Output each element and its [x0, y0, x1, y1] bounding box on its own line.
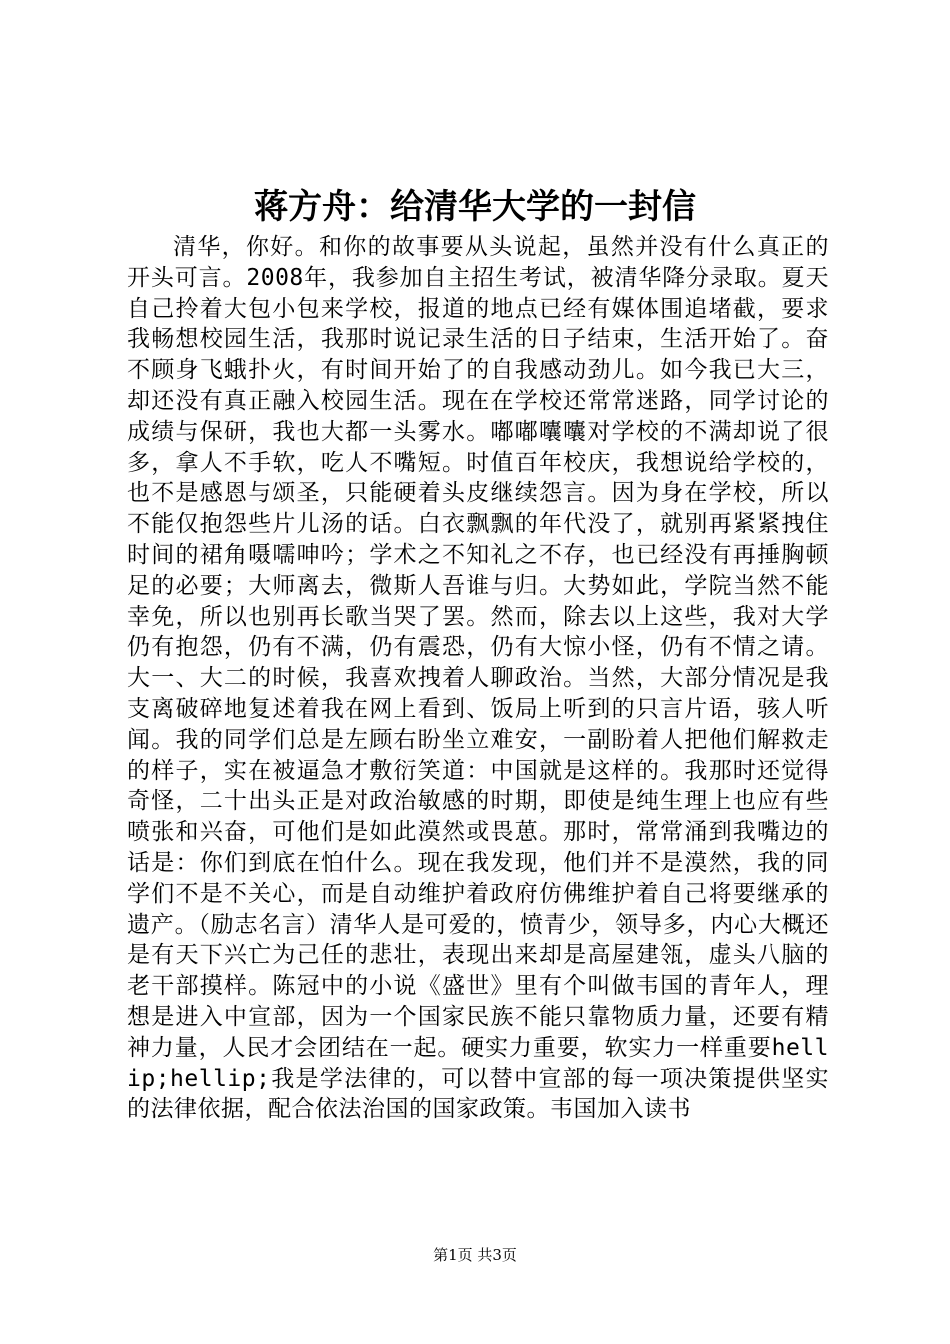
- page-title: 蒋方舟：给清华大学的一封信: [254, 187, 696, 227]
- page-number-footer: 第1页 共3页: [433, 1246, 517, 1264]
- letter-body-paragraph: 清华，你好。和你的故事要从头说起，虽然并没有什么真正的开头可言。2008年，我参加自主招生考试，被清华降分录取。夏天自己拎着大包小包来学校，报道的地点已经有媒体围追堵截，要求我畅想校园生活，我那时说记录生活的日子结束，生活开始了。奋不顾身飞蛾扑火，有时间开始了的自我感动劲儿。如今我已大三，却还没有真正融入校园生活。现在在学校还常常迷路，同学讨论的成绩与保研，我也大都一头雾水。嘟嘟囔囔对学校的不满却说了很多，拿人不手软，吃人不嘴短。时值百年校庆，我想说给学校的，也不是感恩与颂圣，只能硬着头皮继续怨言。因为身在学校，所以不能仅抱怨些片儿汤的话。白衣飘飘的年代没了，就别再紧紧拽住时间的裙角嗫嚅呻吟；学术之不知礼之不存，也已经没有再捶胸顿足的必要；大师离去，微斯人吾谁与归。大势如此，学院当然不能幸免，所以也别再长歌当哭了罢。然而，除去以上这些，我对大学仍有抱怨，仍有不满，仍有震恐，仍有大惊小怪，仍有不情之请。大一、大二的时候，我喜欢拽着人聊政治。当然，大部分情况是我支离破碎地复述着我在网上看到、饭局上听到的只言片语，骇人听闻。我的同学们总是左顾右盼坐立难安，一副盼着人把他们解救走的样子，实在被逼急才敷衍笑道：中国就是这样的。我那时还觉得奇怪，二十出头正是对政治敏感的时期，即使是纯生理上也应有些喷张和兴奋，可他们是如此漠然或畏葸。那时，常常涌到我嘴边的话是：你们到底在怕什么。现在我发现，他们并不是漠然，我的同学们不是不关心，而是自动维护着政府仿佛维护着自己将要继承的遗产。（励志名言）清华人是可爱的，愤青少，领导多，内心大概还是有天下兴亡为己任的悲壮，表现出来却是高屋建瓴，虚头八脑的老干部摸样。陈冠中的小说《盛世》里有个叫做韦国的青年人，理想是进入中宣部，因为一个国家民族不能只靠物质力量，还要有精神力量，人民才会团结在一起。硬实力重要，软实力一样重要hellip;hellip;我是学法律的，可以替中宣部的每一项决策提供坚实的法律依据，配合依法治国的国家政策。韦国加入读书: [127, 234, 829, 1123]
